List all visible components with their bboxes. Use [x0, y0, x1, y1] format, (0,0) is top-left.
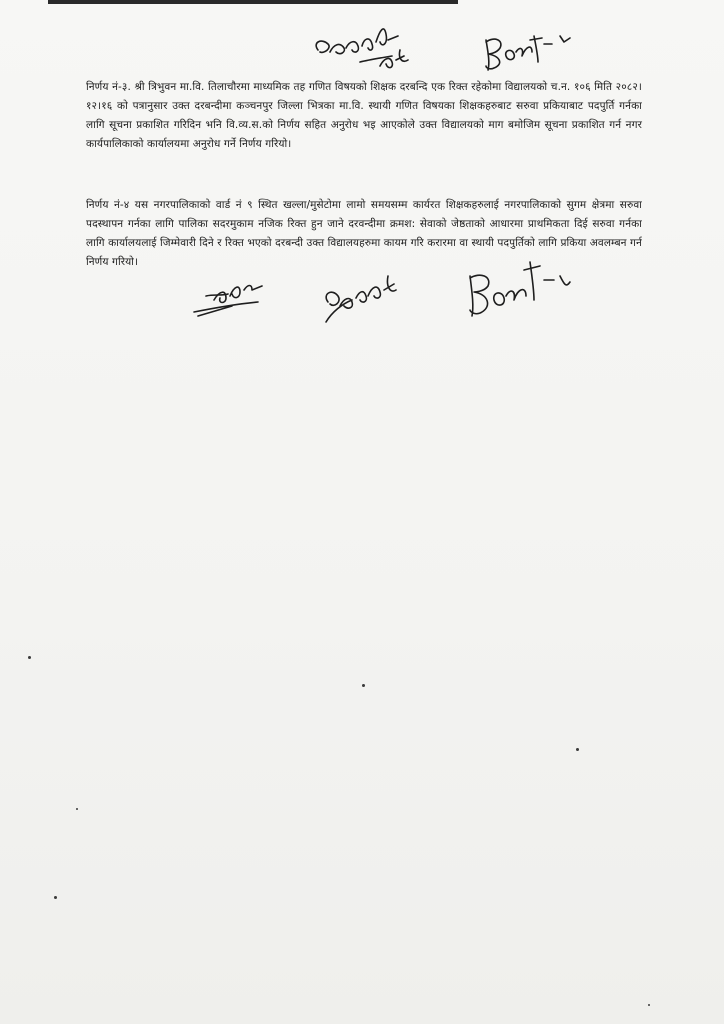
- scan-speck: [54, 896, 57, 899]
- signature-top-2: [486, 36, 570, 70]
- scan-speck: [28, 656, 31, 659]
- scan-speck: [362, 684, 365, 687]
- signature-bottom-1: [194, 286, 262, 317]
- scan-speck: [576, 748, 579, 751]
- scan-speck: [648, 1004, 650, 1006]
- scan-speck: [76, 808, 78, 810]
- signature-bottom-2: [326, 276, 396, 322]
- decision-paragraph-3: निर्णय नं-३. श्री त्रिभुवन मा.वि. तिलाचौरमा माध्यमिक तह गणित विषयको शिक्षक दरबन्दि एक रिक्त रहेकोमा विद्यालयको च.न. १०६ मिति २०८२।१२।१६ को पत्रानुसार उक्त दरबन्दीमा कञ्चनपुर जिल्ला भित्रका मा.वि. स्थायी गणित विषयका शिक्षकहरुबाट सरुवा प्रकियाबाट पदपुर्ति गर्नका लागि सूचना प्रकाशित गरिदिन भनि वि.व्य.स.को निर्णय सहित अनुरोध भइ आएकोले उक्त विद्यालयको माग बमोजिम सूचना प्रकाशित गर्न नगर कार्यपालिकाको कार्यालयमा अनुरोध गर्ने निर्णय गरियो।: [86, 81, 642, 150]
- decision-paragraph-4: निर्णय नं-४ यस नगरपालिकाको वार्ड नं ९ स्थित खल्ला/मुसेटोमा लामो समयसम्म कार्यरत शिक्षकहरुलाई नगरपालिकाको सुगम क्षेत्रमा सरुवा पदस्थापन गर्नका लागि पालिका सदरमुकाम नजिक रिक्त हुन जाने दरवन्दीमा क्रमश: सेवाको जेष्ठताको आधारमा प्राथमिकता दिई सरुवा गर्नका लागि कार्यालयलाई जिम्मेवारी दिने र रिक्त भएको दरबन्दी उक्त विद्यालयहरुमा कायम गरि करारमा वा स्थायी पदपुर्तिको लागि प्रकिया अवलम्बन गर्न निर्णय गरियो।: [86, 199, 642, 268]
- signature-top-1: [316, 29, 408, 68]
